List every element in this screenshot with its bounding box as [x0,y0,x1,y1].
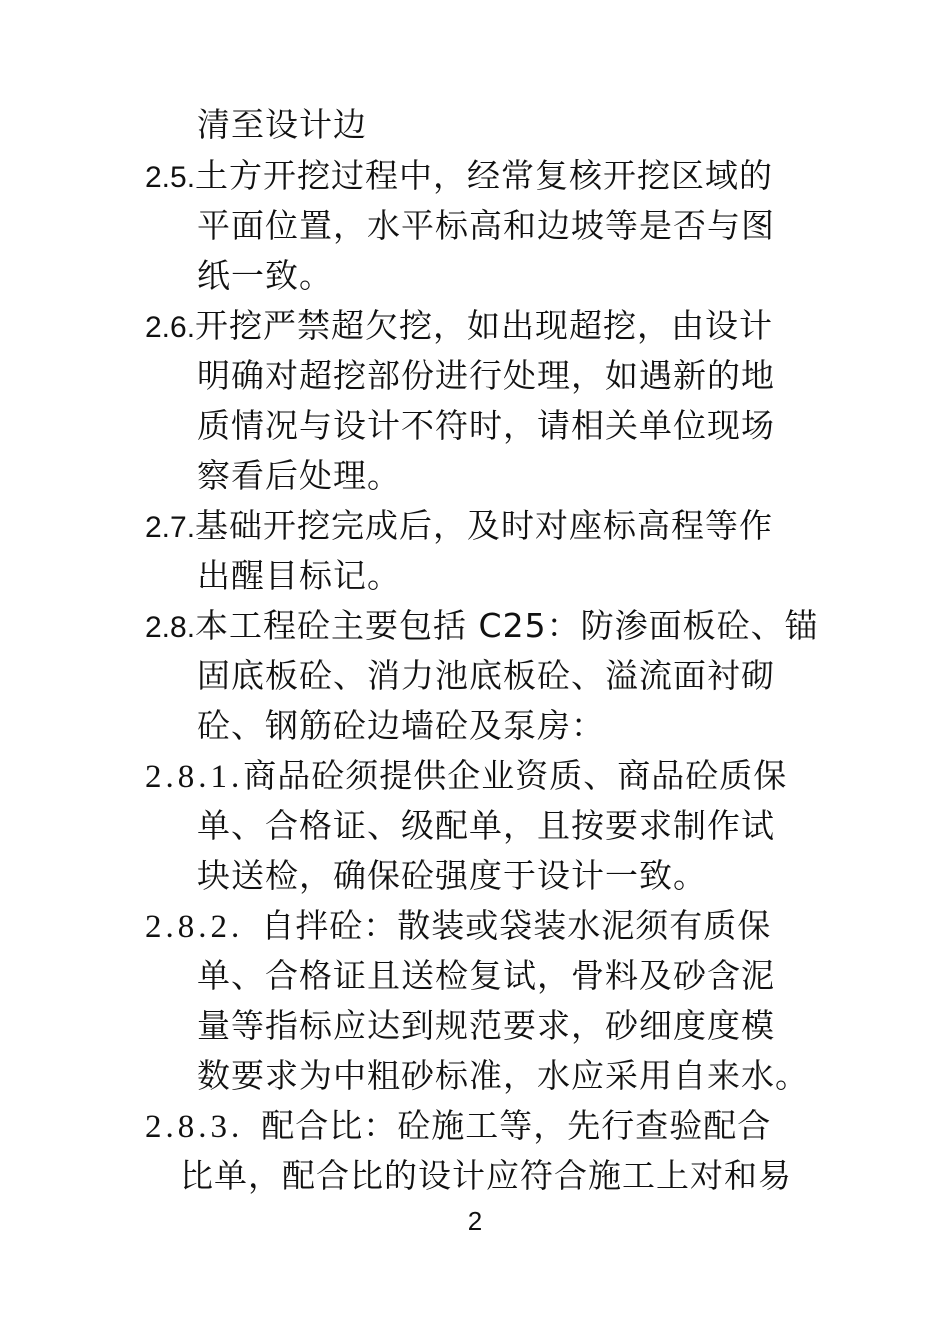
line-text: 平面位置，水平标高和边坡等是否与图 [197,206,775,245]
text-line [197,406,775,446]
text-line [197,556,401,596]
numbered-item-2-5 [145,156,773,198]
text-line [197,206,775,246]
item-number: 2.8. [145,611,196,644]
line-text: 单、合格证、级配单，且按要求制作试 [197,806,775,845]
line-text: 单、合格证且送检复试，骨料及砂含泥 [197,956,775,995]
line-text: 基础开挖完成后，及时对座标高程等作 [195,506,774,545]
line-text: 砼、钢筋砼边墙砼及泵房： [197,706,605,745]
numbered-item-2-6 [145,306,773,348]
item-number: 2.5. [145,161,196,194]
item-number: 2.8.2. [145,909,244,945]
line-text: 纸一致。 [197,256,333,295]
item-number: 2.7. [145,511,196,544]
text-line [197,1056,809,1096]
page-number: 2 [467,1206,483,1236]
line-text: 开挖严禁超欠挖，如出现超挖，由设计 [195,306,774,345]
numbered-item-2-7 [145,506,773,548]
text-line [197,956,775,996]
line-text: 本工程砼主要包括 C25：防渗面板砼、锚 [195,606,819,645]
line-text: 配合比：砼施工等，先行查验配合 [261,1106,772,1145]
line-text: 察看后处理。 [197,456,401,495]
line-text: 清至设计边 [197,105,367,144]
text-line [197,806,775,846]
text-line [197,105,367,145]
numbered-item-2-8 [145,606,819,648]
text-line [180,1156,792,1196]
text-line [197,256,333,296]
text-line [197,656,775,696]
text-line [197,356,775,396]
item-number: 2.6. [145,311,196,344]
text-line [197,856,707,896]
line-text: 明确对超挖部份进行处理，如遇新的地 [197,356,775,395]
line-text: 固底板砼、消力池底板砼、溢流面衬砌 [197,656,775,695]
line-text: 商品砼须提供企业资质、商品砼质保 [243,756,788,795]
item-number: 2.8.1. [145,759,244,795]
line-text: 质情况与设计不符时，请相关单位现场 [197,406,775,445]
numbered-item-2-8-1 [145,756,787,797]
line-text: 自拌砼：散装或袋装水泥须有质保 [261,906,772,945]
line-text: 数要求为中粗砂标准，水应采用自来水。 [197,1056,809,1095]
item-number: 2.8.3. [145,1109,244,1145]
line-text: 块送检，确保砼强度于设计一致。 [197,856,707,895]
text-line [197,706,605,746]
line-text: 量等指标应达到规范要求，砂细度度模 [197,1006,775,1045]
line-text: 出醒目标记。 [197,556,401,595]
text-line [197,456,401,496]
line-text: 比单，配合比的设计应符合施工上对和易 [180,1156,792,1195]
text-line [197,1006,775,1046]
numbered-item-2-8-2 [145,906,771,947]
line-text: 土方开挖过程中，经常复核开挖区域的 [195,156,774,195]
numbered-item-2-8-3 [145,1106,771,1147]
